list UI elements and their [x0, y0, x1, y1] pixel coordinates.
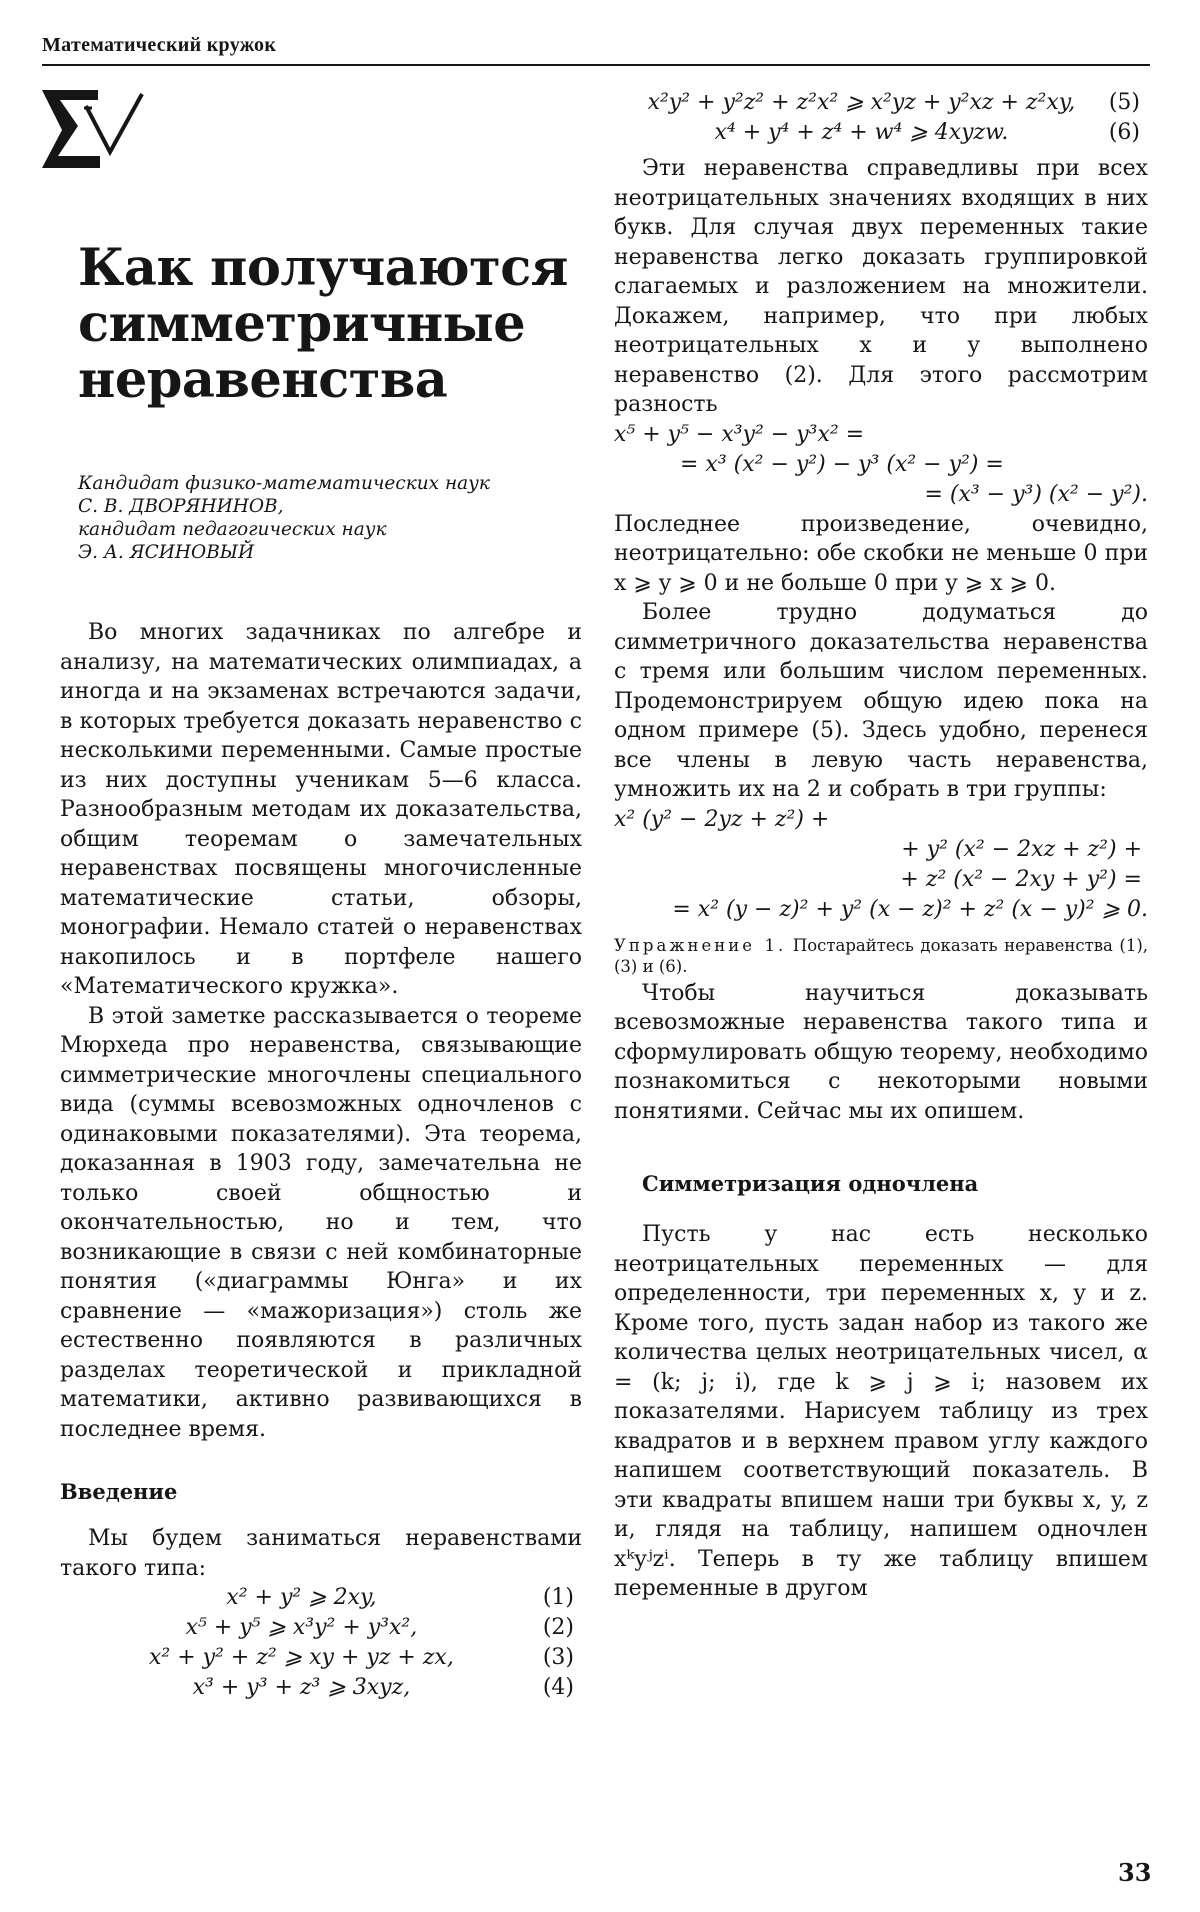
- equation-formula: x²y² + y²z² + z²x² ⩾ x²yz + y²xz + z²xy,: [647, 90, 1076, 115]
- paragraph: Более трудно додуматься до симметричного доказательства неравенства с тремя или большим числом переменных. Продемонстрируем общую идею пока на одном примере (5). Здесь удобно, перенеся все члены в левую часть неравенства, умножить их на 2 и собрать в три группы:: [614, 600, 1148, 802]
- equation-number: (2): [542, 1615, 574, 1640]
- calc-line: = x³ (x² − y²) − y³ (x² − y²) =: [680, 451, 1004, 477]
- page-number: 33: [1118, 1858, 1152, 1887]
- title-line: неравенства: [78, 350, 448, 410]
- equation-number: (3): [542, 1645, 574, 1670]
- equation-number: (5): [1108, 90, 1140, 115]
- equation-6: [614, 118, 1148, 148]
- right-column: [614, 88, 1148, 1604]
- equation-formula: x³ + y³ + z³ ⩾ 3xyz,: [192, 1675, 411, 1700]
- paragraph: Мы будем заниматься неравенствами такого типа:: [60, 1526, 582, 1581]
- equation-4: [60, 1673, 582, 1703]
- equation-formula: x⁵ + y⁵ ⩾ x³y² + y³x²,: [185, 1615, 418, 1640]
- equation-formula: x² + y² + z² ⩾ xy + yz + zx,: [148, 1645, 454, 1670]
- paragraph: В этой заметке рассказывается о теореме Мюрхеда про неравенства, связывающие симметрические многочлены специального вида (суммы всевозможных одночленов с одинаковыми показателями). Эта теорема, доказанная в 1903 году, замечательна не только своей общностью и окончательностью, но и тем, что возникающие в связи с ней комбинаторные понятия («диаграммы Юнга» и их сравнение — «мажоризация») столь же естественно появляются в различных разделах теоретической и прикладной математики, активно развивающихся в последнее время.: [60, 1003, 582, 1442]
- title-line: симметричные: [78, 294, 526, 354]
- author-line: Кандидат физико-математических наук: [78, 473, 490, 494]
- calc-line: + y² (x² − 2xz + z²) +: [901, 836, 1142, 862]
- exercise-1: [614, 935, 1148, 977]
- left-column: [60, 88, 582, 1703]
- equation-3: [60, 1643, 582, 1673]
- calc-line: x² (y² − 2yz + z²) +: [614, 806, 830, 832]
- section-heading-intro: Введение: [60, 1479, 178, 1504]
- running-head: Математический кружок: [42, 34, 277, 56]
- equation-number: (4): [542, 1675, 574, 1700]
- calc-line: = x² (y − z)² + y² (x − z)² + z² (x − y)² ⩾ 0.: [672, 896, 1148, 922]
- paragraph: Последнее произведение, очевидно, неотрицательно: обе скобки не меньше 0 при x ⩾ y ⩾ 0 и не больше 0 при y ⩾ x ⩾ 0.: [614, 511, 1148, 596]
- equation-5: [614, 88, 1148, 118]
- paragraph: Чтобы научиться доказывать всевозможные неравенства такого типа и сформулировать общую теорему, необходимо познакомиться с некоторыми новыми понятиями. Сейчас мы их опишем.: [614, 980, 1148, 1124]
- exercise-text: Постарайтесь доказать неравенства (1), (3) и (6).: [614, 935, 1148, 976]
- paragraph: Во многих задачниках по алгебре и анализу, на математических олимпиадах, а иногда и на экзаменах встречаются задачи, в которых требуется доказать неравенство с несколькими переменными. Самые простые из них доступны ученикам 5—6 класса. Разнообразным методам их доказательства, общим теоремам о замечательных неравенствах посвящены многочисленные математические статьи, обзоры, монографии. Немало статей о неравенствах накопилось и в портфеле нашего «Математического кружка».: [60, 620, 582, 999]
- equation-number: (1): [542, 1585, 574, 1610]
- equation-number: (6): [1108, 120, 1140, 145]
- author-line: С. В. ДВОРЯНИНОВ,: [78, 496, 284, 517]
- section-heading-symmetrization: Симметризация одночлена: [642, 1171, 979, 1196]
- authors-block: [78, 472, 582, 564]
- title-line: Как получаются: [78, 238, 568, 298]
- paragraph: Эти неравенства справедливы при всех неотрицательных значениях входящих в них букв. Для случая двух переменных такие неравенства легко доказать группировкой слагаемых и разложением на множители. Докажем, например, что при любых неотрицательных x и y выполнено неравенство (2). Для этого рассмотрим разность: [614, 156, 1148, 417]
- equation-1: [60, 1583, 582, 1613]
- calc-line: + z² (x² − 2xy + y²) =: [900, 866, 1142, 892]
- exercise-label: Упражнение 1.: [614, 935, 787, 955]
- equation-2: [60, 1613, 582, 1643]
- header-rule: [42, 64, 1150, 66]
- paragraph: Пусть у нас есть несколько неотрицательных переменных — для определенности, три переменных x, y и z. Кроме того, пусть задан набор из такого же количества целых неотрицательных чисел, α = (k; j; i), где k ⩾ j ⩾ i; назовем их показателями. Нарисуем таблицу из трех квадратов и в верхнем правом углу каждого напишем соответствующий показатель. В эти квадраты впишем наши три буквы x, y, z и, глядя на таблицу, напишем одночлен xᵏyʲzⁱ. Теперь в ту же таблицу впишем переменные в другом: [614, 1222, 1148, 1601]
- equation-formula: x² + y² ⩾ 2xy,: [226, 1585, 377, 1610]
- article-title: [78, 240, 582, 408]
- author-line: Э. А. ЯСИНОВЫЙ: [78, 542, 255, 563]
- equation-formula: x⁴ + y⁴ + z⁴ + w⁴ ⩾ 4xyzw.: [714, 120, 1009, 145]
- calc-line: x⁵ + y⁵ − x³y² − y³x² =: [614, 421, 865, 447]
- calc-line: = (x³ − y³) (x² − y²).: [924, 481, 1148, 507]
- author-line: кандидат педагогических наук: [78, 519, 387, 540]
